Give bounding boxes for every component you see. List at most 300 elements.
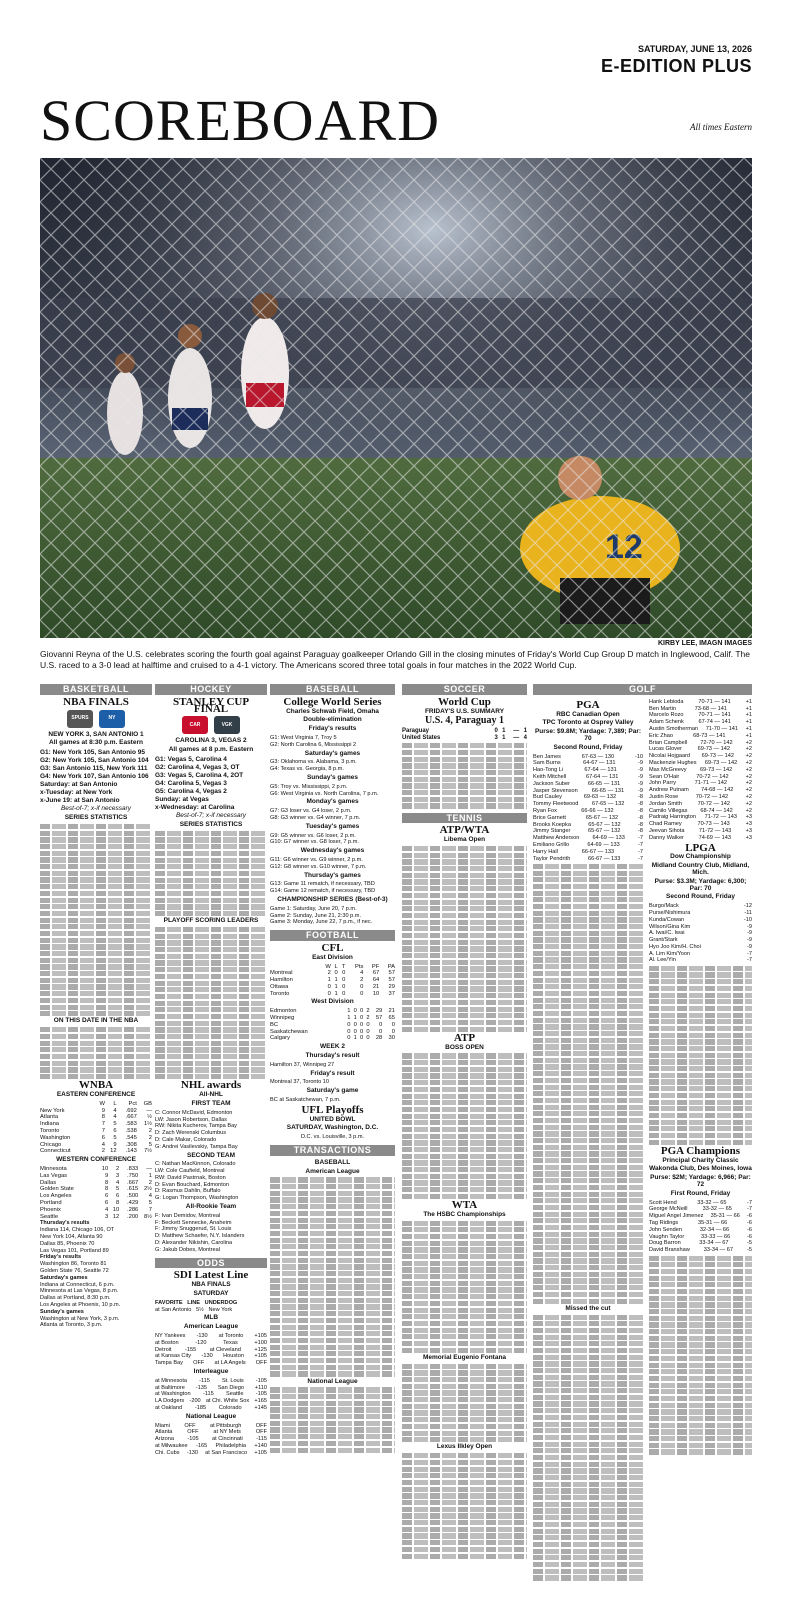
western-conference-header: WESTERN CONFERENCE: [56, 1156, 136, 1164]
line-cell: OFF: [184, 1422, 196, 1429]
table-cell: L: [334, 963, 338, 970]
standings-row: [270, 977, 395, 984]
leaderboard-row: [649, 1227, 752, 1234]
line-cell: Jasper Stevenson: [533, 787, 578, 794]
line-cell: G: Jakub Dobes, Montreal: [155, 1246, 220, 1253]
series-games: [155, 756, 267, 812]
score-row: [402, 735, 527, 742]
table-cell: 12: [110, 1148, 117, 1155]
game-line: G5: Troy vs. Mississippi, 2 p.m.: [270, 783, 348, 790]
table-cell: 7: [148, 1206, 152, 1213]
dow-label: Dow Championship: [670, 853, 731, 861]
line-cell: -9: [747, 943, 752, 950]
line-cell: 70-71 — 141: [698, 712, 731, 719]
leaderboard-row: [649, 910, 752, 917]
table-cell: Atlanta: [40, 1114, 59, 1121]
standings-row: [40, 1214, 152, 1221]
standings-row: [270, 991, 395, 998]
line-cell: -10: [634, 753, 643, 760]
line-cell: 64-69 — 133: [587, 841, 620, 848]
series-game: x-June 19: at San Antonio: [40, 797, 120, 805]
line-cell: 33-33 — 66: [701, 1233, 731, 1240]
game-line: G13: Game 11 rematch, if necessary, TBD: [270, 881, 375, 888]
table-cell: 0: [334, 970, 338, 977]
line-cell: Adam Schenk: [649, 719, 684, 726]
line-cell: Brice Garnett: [533, 814, 566, 821]
result-line: Dallas 85, Phoenix 70: [40, 1240, 95, 1247]
line-cell: 67-63 — 130: [581, 753, 615, 760]
table-cell: .143: [125, 1148, 137, 1155]
line-cell: 65-67 — 132: [588, 821, 621, 828]
line-cell: G: Logan Thompson, Washington: [155, 1195, 239, 1202]
table-cell: 1: [353, 1035, 357, 1042]
soccer-score-table: [402, 728, 527, 742]
award-line: [155, 1188, 267, 1195]
table-cell: [270, 964, 319, 971]
leaderboard-row: [649, 1247, 752, 1254]
table-cell: 2: [115, 1165, 120, 1172]
table-cell: Pct: [128, 1100, 137, 1107]
standings-row: [40, 1128, 152, 1135]
section-header-football: FOOTBALL: [270, 930, 395, 941]
table-cell: 9: [113, 1141, 117, 1148]
line-cell: at Chi. White Sox: [205, 1398, 250, 1405]
line-cell: Wilson/Gina Kim: [649, 923, 691, 930]
table-cell: Seattle: [40, 1213, 59, 1220]
line-cell: LW: Cole Caufield, Montreal: [155, 1168, 225, 1175]
table-cell: 0: [342, 983, 346, 990]
award-line: [155, 1182, 267, 1189]
principal-purse: Purse: $2M; Yardage: 6,966; Par: 72: [650, 1174, 751, 1189]
table-cell: 9: [101, 1107, 105, 1114]
leaderboard-row: [649, 1234, 752, 1241]
table-cell: Phoenix: [40, 1206, 61, 1213]
line-cell: OFF: [255, 1360, 267, 1367]
leaderboard-row: [533, 781, 643, 788]
table-cell: .286: [127, 1206, 139, 1213]
line-cell: 74-69 — 143: [698, 834, 731, 841]
cws-format: Double-elimination: [303, 716, 362, 724]
leaderboard-row: [649, 794, 752, 801]
standings-row: [270, 970, 395, 977]
standings-row: [40, 1135, 152, 1142]
table-cell: 1: [334, 977, 338, 984]
table-cell: 4: [148, 1193, 152, 1200]
line-cell: -7: [638, 848, 643, 855]
leaderboard-row: [533, 801, 643, 808]
table-cell: Golden State: [40, 1186, 74, 1193]
dateline: SATURDAY, JUNE 13, 2026: [637, 44, 752, 54]
missed-cut-label: Missed the cut: [565, 1304, 611, 1312]
line-cell: +3: [745, 814, 752, 821]
table-cell: L: [113, 1100, 117, 1107]
line-cell: -7: [747, 950, 752, 957]
line-cell: 32-34 — 66: [699, 1226, 730, 1233]
odds-row: [155, 1450, 267, 1457]
leaderboard-row: [649, 944, 752, 951]
line-cell: Sean O'Hair: [649, 773, 680, 780]
odds-row: [155, 1443, 267, 1450]
line-cell: Tag Ridings: [649, 1220, 679, 1227]
leaderboard-row: [533, 808, 643, 815]
standings-row: [40, 1121, 152, 1128]
line-cell: +2: [745, 759, 752, 766]
table-cell: Connecticut: [40, 1148, 71, 1155]
table-cell: 0: [391, 1028, 395, 1035]
line-cell: Brian Campbell: [649, 739, 688, 746]
award-line: [155, 1233, 267, 1240]
line-cell: Taylor Pendrith: [533, 855, 571, 862]
transactions-nl-label: National League: [307, 1377, 358, 1385]
odds-row: [155, 1391, 267, 1398]
on-this-date-header: ON THIS DATE IN THE NBA: [53, 1017, 139, 1025]
table-cell: 2: [148, 1179, 152, 1186]
table-cell: Winnipeg: [270, 1015, 295, 1022]
golf-left: [533, 699, 643, 1582]
table-cell: 7: [101, 1121, 105, 1128]
line-cell: at Pittsburgh: [209, 1422, 242, 1429]
all-nhl-label: All-NHL: [199, 1091, 223, 1099]
line-cell: -5: [747, 1247, 752, 1254]
table-cell: 37: [388, 990, 395, 997]
table-cell: 8: [115, 1199, 120, 1206]
leaderboard-row: [649, 699, 752, 706]
friday-results-label: Friday's results: [308, 725, 357, 733]
table-cell: Saskatchewan: [270, 1028, 308, 1035]
table-cell: 2: [360, 977, 364, 984]
table-cell: 2: [366, 1008, 370, 1015]
line-cell: 33-34 — 67: [699, 1240, 729, 1247]
leaderboard-row: [649, 937, 752, 944]
monday-games-label: Monday's games: [306, 798, 359, 806]
leaderboard-row: [649, 903, 752, 910]
mlb-label: MLB: [203, 1314, 219, 1322]
line-cell: Max McGreevy: [649, 766, 687, 773]
standings-row: [40, 1108, 152, 1115]
line-cell: Ben James: [533, 753, 561, 760]
line-cell: G: Andrei Vasilevskiy, Tampa Bay: [155, 1143, 238, 1150]
table-cell: 0: [342, 970, 346, 977]
table-cell: 5: [113, 1121, 117, 1128]
game-line: Game 3: Monday, June 22, 7 p.m., if nec.: [270, 919, 373, 926]
line-cell: 67-64 — 131: [585, 773, 619, 780]
basketball-column: [40, 684, 152, 1614]
line-cell: David Branshaw: [649, 1247, 690, 1254]
line-cell: -8: [638, 821, 643, 828]
standings-row: [40, 1142, 152, 1149]
table-cell: 0: [379, 1028, 383, 1035]
eugenio-label: Memorial Eugenio Fontana: [422, 1353, 507, 1361]
line-cell: John Senden: [649, 1226, 682, 1233]
stanley-cup-title: STANLEY CUP FINAL: [172, 695, 250, 715]
rbc-purse: Purse: $9.8M; Yardage: 7,389; Par: 70: [534, 728, 642, 742]
table-cell: —: [513, 728, 520, 735]
line-cell: RW: Nikita Kucherov, Tampa Bay: [155, 1123, 237, 1130]
line-cell: 71-72 — 143: [704, 814, 737, 821]
standings-row: [40, 1166, 152, 1173]
table-cell: United States: [402, 734, 441, 741]
line-cell: +2: [745, 753, 752, 760]
table-cell: Minnesota: [40, 1165, 67, 1172]
table-cell: 64: [372, 977, 380, 984]
leaderboard-row: [649, 767, 752, 774]
line-cell: Camilo Villegas: [649, 807, 688, 814]
nl-odds-list: [155, 1423, 267, 1457]
leaderboard-row: [649, 712, 752, 719]
leaderboard-row: [649, 706, 752, 713]
line-cell: 66-67 — 133: [581, 848, 615, 855]
line-cell: at Baltimore: [155, 1384, 185, 1391]
week2-thursday-label: Thursday's result: [305, 1052, 360, 1060]
line-cell: 70-72 — 142: [696, 773, 729, 780]
line-cell: Miguel Angel Jimenez: [649, 1213, 704, 1220]
line-cell: Hao-Tong Li: [533, 767, 564, 774]
line-cell: 66-65 — 131: [591, 787, 625, 794]
line-cell: 70-72 — 142: [695, 793, 729, 800]
line-cell: Hyo Joo Kim/H. Choi: [649, 943, 701, 950]
line-cell: 70-73 — 143: [697, 821, 730, 828]
line-cell: OFF: [255, 1422, 267, 1429]
table-cell: 4: [101, 1141, 105, 1148]
line-cell: St. Louis: [221, 1377, 244, 1384]
table-cell: .308: [125, 1141, 137, 1148]
line-cell: -6: [747, 1213, 752, 1220]
game-line: Washington at New York, 3 p.m.: [40, 1315, 120, 1322]
lead-photo: [40, 158, 752, 638]
line-cell: F: Beckett Sennecke, Anaheim: [155, 1219, 232, 1226]
line-cell: -9: [638, 767, 643, 774]
line-cell: Houston: [223, 1353, 244, 1360]
line-cell: C: Nathan MacKinnon, Colorado: [155, 1161, 236, 1168]
series-game: Sunday: at Vegas: [155, 795, 209, 803]
line-cell: at San Francisco: [205, 1449, 248, 1456]
pga-champions-title: PGA Champions: [660, 1144, 741, 1157]
table-cell: Hamilton: [270, 977, 293, 984]
table-cell: 4: [113, 1114, 117, 1121]
game-line: G10: G7 winner vs. G8 loser, 7 p.m.: [270, 839, 359, 846]
nhl-awards-title: NHL awards: [180, 1079, 242, 1092]
table-cell: 67: [372, 970, 380, 977]
west-division-label: West Division: [311, 998, 354, 1006]
table-cell: 0: [347, 1035, 351, 1042]
dow-venue: Midland Country Club, Midland, Mich.: [651, 862, 750, 876]
series-game: x-Tuesday: at New York: [40, 789, 113, 797]
leaderboard-row: [533, 754, 643, 761]
result-line: G2: North Carolina 6, Mississippi 2: [270, 741, 357, 748]
leaderboard-row: [533, 788, 643, 795]
rookie-team-label: All-Rookie Team: [185, 1203, 237, 1211]
table-cell: 1: [502, 734, 506, 741]
table-cell: 29: [375, 1008, 383, 1015]
game-line: G14: Game 12 rematch, if necessary, TBD: [270, 888, 376, 895]
game-line: G8: G3 winner vs. G4 winner, 7 p.m.: [270, 814, 361, 821]
game-line: G6: West Virginia vs. North Carolina, 7 p.m.: [270, 790, 379, 797]
line-cell: Seattle: [226, 1391, 244, 1398]
sdi-title: SDI Latest Line: [173, 1269, 249, 1282]
table-cell: 9: [105, 1172, 109, 1179]
golden-knights-logo-icon: VGK: [214, 716, 240, 734]
leaderboard-row: [649, 774, 752, 781]
standings-row: [270, 984, 395, 991]
line-cell: 33-32 — 65: [697, 1199, 727, 1206]
line-cell: -5: [747, 1240, 752, 1247]
line-cell: -200: [189, 1398, 201, 1405]
tuesday-games-label: Tuesday's games: [305, 822, 360, 830]
line-cell: Chad Ramey: [649, 821, 682, 828]
line-cell: Miami: [155, 1422, 170, 1429]
line-cell: OFF: [255, 1429, 267, 1436]
line-cell: -7: [638, 835, 643, 842]
table-cell: 3: [105, 1213, 109, 1220]
table-cell: 0: [347, 1021, 351, 1028]
series-format: Best-of-7; x-if necessary: [175, 811, 247, 819]
series-stats-header: SERIES STATISTICS: [64, 814, 128, 822]
line-cell: Colorado: [218, 1405, 242, 1411]
leaderboard-row: [649, 957, 752, 964]
line-cell: -9: [638, 760, 643, 767]
line-cell: 65-67 — 132: [587, 828, 621, 835]
award-line: [155, 1130, 267, 1137]
line-cell: -9: [747, 923, 752, 930]
line-cell: +125: [254, 1346, 267, 1353]
line-cell: +1: [745, 719, 752, 726]
table-cell: T: [341, 963, 346, 970]
odds-row: [155, 1353, 267, 1360]
table-cell: 8: [105, 1186, 109, 1193]
leaderboard-row: [533, 856, 643, 863]
table-cell: 0: [360, 1035, 364, 1042]
series-game: G5: Carolina 4, Vegas 2: [155, 787, 227, 795]
line-cell: Ryan Fox: [533, 807, 557, 814]
us-summary-label: FRIDAY'S U.S. SUMMARY: [424, 707, 505, 715]
line-cell: -9: [638, 780, 643, 787]
line-cell: Tommy Fleetwood: [533, 801, 579, 808]
table-cell: 8: [105, 1179, 109, 1186]
game-line: Atlanta at Toronto, 3 p.m.: [40, 1322, 103, 1329]
leaderboard-row: [649, 746, 752, 753]
standings-row: [270, 1029, 395, 1036]
game-line: G12: G8 winner vs. G10 winner, 7 p.m.: [270, 863, 367, 870]
odds-columns: [155, 1300, 267, 1307]
line-cell: 66-67 — 133: [587, 855, 621, 862]
series-times: All games at 8:30 p.m. Eastern: [49, 739, 143, 747]
table-cell: 8: [101, 1114, 105, 1121]
odds-row: [155, 1436, 267, 1443]
game-line: Los Angeles at Phoenix, 10 p.m.: [40, 1301, 121, 1308]
line-cell: -130: [201, 1353, 213, 1360]
table-cell: Indiana: [40, 1121, 60, 1128]
score-row: [402, 728, 527, 735]
table-cell: 57: [388, 970, 395, 977]
section-header-baseball: BASEBALL: [270, 684, 395, 695]
line-cell: +105: [254, 1449, 267, 1456]
line-cell: Purse/Nishimura: [649, 909, 691, 916]
principal-label: Principal Charity Classic: [662, 1156, 739, 1164]
line-cell: 35-31 — 66: [710, 1213, 740, 1220]
line-cell: Atlanta: [155, 1429, 173, 1436]
east-standings-table: [40, 1101, 152, 1155]
table-cell: .500: [127, 1193, 139, 1200]
game-line: G7: G3 loser vs. G4 loser, 2 p.m.: [270, 808, 352, 815]
hsbc-label: The HSBC Championships: [423, 1210, 506, 1218]
table-cell: 3: [115, 1172, 120, 1179]
line-cell: John Parry: [649, 780, 677, 787]
line-cell: -6: [747, 1220, 752, 1227]
interleague-label: Interleague: [193, 1368, 229, 1376]
boss-open-label: BOSS OPEN: [445, 1043, 484, 1051]
odds-col-line: LINE: [187, 1299, 200, 1306]
leaderboard-row: [533, 815, 643, 822]
line-cell: +1: [745, 725, 752, 732]
table-cell: .200: [127, 1213, 139, 1220]
line-cell: -115: [256, 1436, 267, 1443]
line-cell: Lucas Glover: [649, 746, 682, 753]
odds-underdog: New York: [208, 1306, 233, 1313]
table-cell: Calgary: [270, 1035, 290, 1042]
line-cell: 69-73 — 142: [704, 759, 738, 766]
line-cell: -165: [196, 1442, 208, 1449]
line-cell: Tampa Bay: [155, 1360, 183, 1367]
line-cell: 68-73 — 141: [693, 732, 726, 739]
line-cell: 68-74 — 142: [700, 807, 733, 814]
table-cell: 65: [388, 1015, 395, 1022]
game-line: G11: G6 winner vs. G9 winner, 2 p.m.: [270, 856, 363, 863]
award-line: [155, 1123, 267, 1130]
line-cell: D: Alexander Nikishin, Carolina: [155, 1240, 233, 1247]
line-cell: OFF: [193, 1360, 205, 1367]
table-cell: 0: [391, 1021, 395, 1028]
standings-row: [40, 1186, 152, 1193]
result-line: Montreal 37, Toronto 10: [270, 1079, 329, 1086]
line-cell: at Minnesota: [155, 1377, 188, 1384]
line-cell: -115: [202, 1391, 214, 1398]
all-times-note: All times Eastern: [690, 122, 752, 132]
baseball-column: [270, 684, 395, 1614]
odds-col-underdog: UNDERDOG: [204, 1299, 238, 1306]
line-cell: at Toronto: [218, 1333, 244, 1340]
leaderboard-row: [649, 726, 752, 733]
standings-row: [40, 1207, 152, 1214]
game-line: G3: Oklahoma vs. Alabama, 3 p.m.: [270, 759, 357, 766]
table-cell: ½: [147, 1114, 152, 1121]
line-cell: Austin Smotherman: [649, 725, 699, 732]
table-cell: 2: [327, 970, 331, 977]
series-times: All games at 8 p.m. Eastern: [168, 746, 254, 754]
line-cell: D: Evan Bouchard, Edmonton: [155, 1181, 230, 1188]
award-line: [155, 1213, 267, 1220]
dow-round: Second Round, Friday: [666, 893, 735, 901]
line-cell: +3: [745, 827, 752, 834]
leaderboard-row: [649, 930, 752, 937]
table-cell: .667: [125, 1114, 137, 1121]
line-cell: 66-66 — 132: [581, 807, 614, 814]
nba-finals-title: NBA FINALS: [63, 695, 129, 708]
section-header-odds: ODDS: [155, 1258, 267, 1269]
table-cell: 0: [327, 983, 331, 990]
line-cell: 33-32 — 65: [702, 1206, 732, 1213]
line-cell: -11: [744, 909, 752, 916]
leaderboard-row: [649, 917, 752, 924]
line-cell: -105: [187, 1436, 199, 1443]
standings-row: [40, 1193, 152, 1200]
libema-open-label: Libema Open: [443, 836, 486, 844]
table-cell: 8½: [143, 1213, 152, 1220]
line-cell: +3: [745, 821, 752, 828]
line-cell: +2: [745, 780, 752, 787]
cfl-west-table: [270, 1008, 395, 1042]
line-cell: A. Lim Kim/Yoon: [649, 950, 691, 957]
golf-split: [533, 699, 752, 1582]
